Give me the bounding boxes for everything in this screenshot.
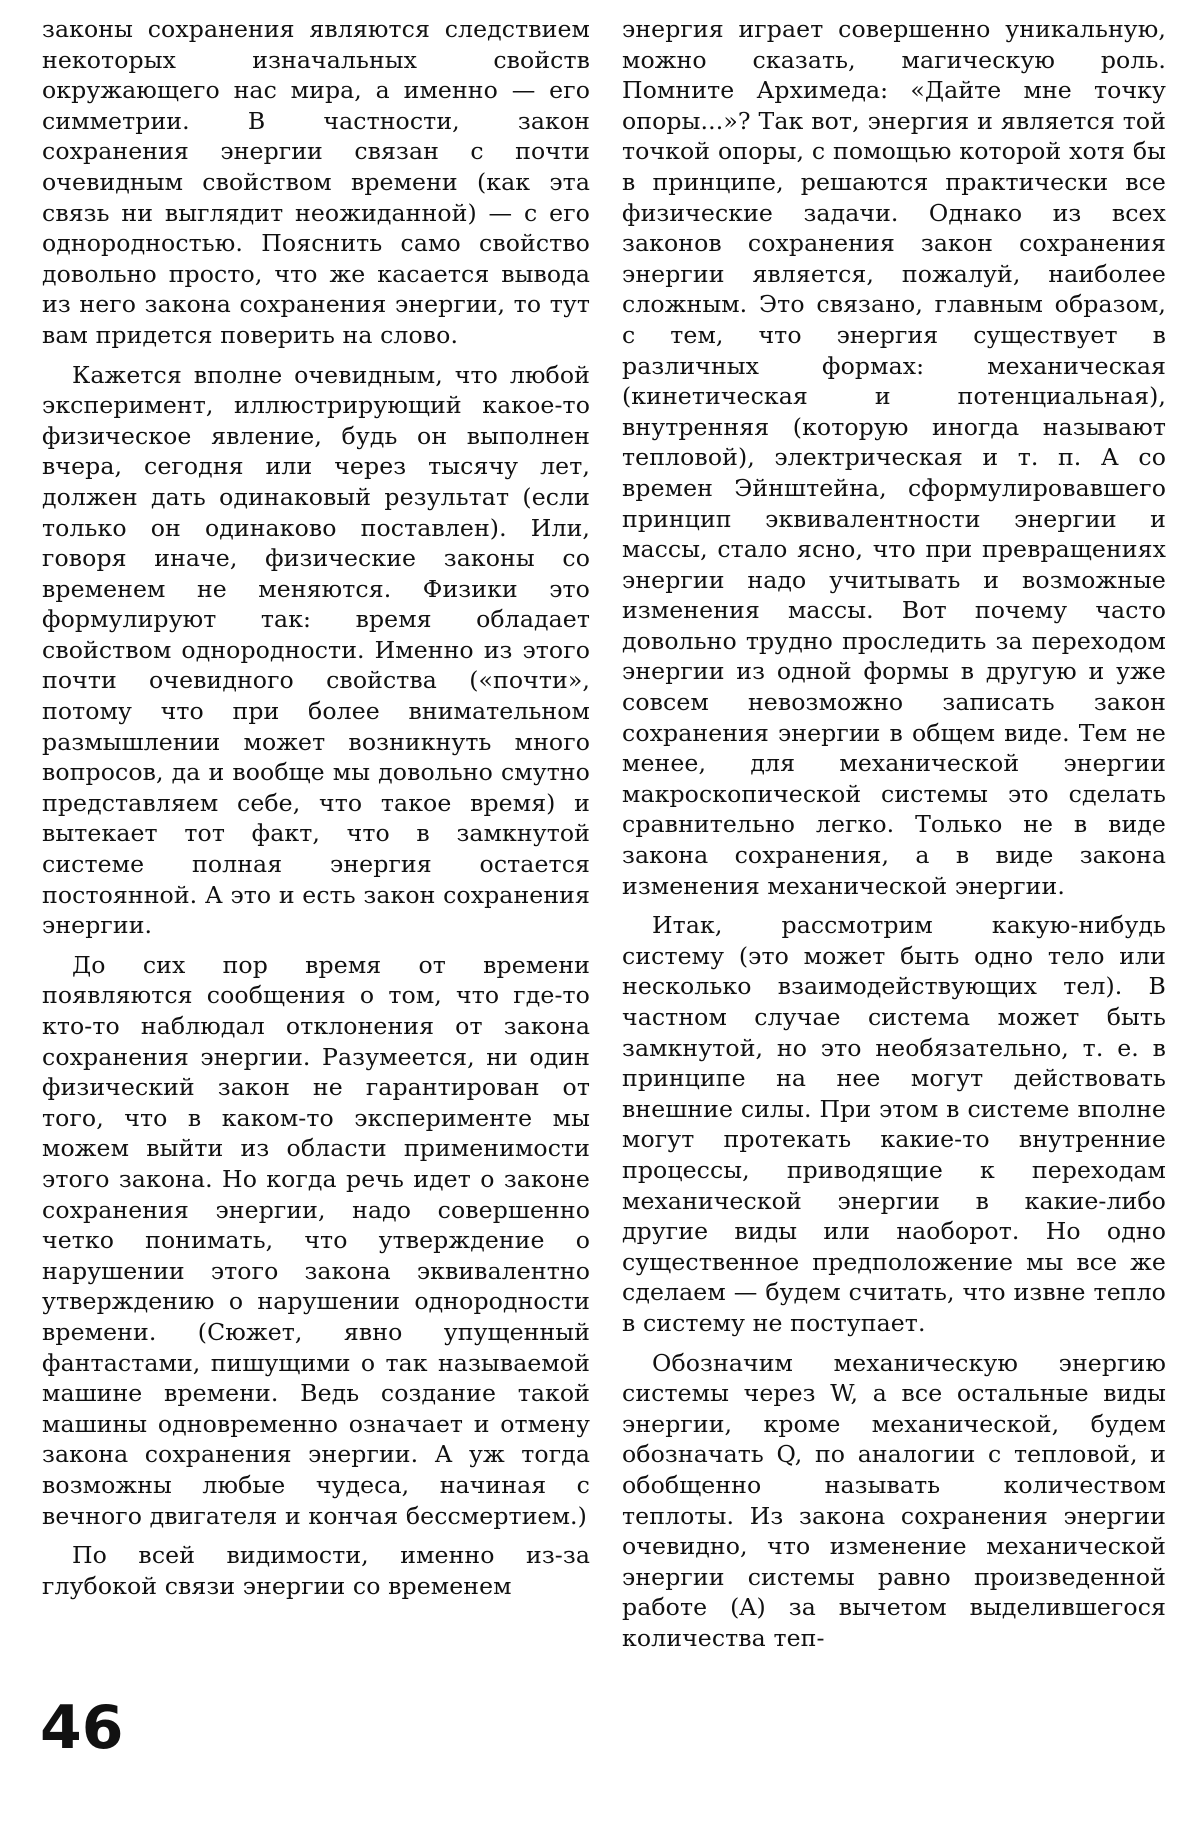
paragraph: законы сохранения являются следствием некоторых изначальных свойств окружающего нас мира, а именно — его симметрии. В частности, закон сохранения энергии связан с почти очевидным свойством времени (как эта связь ни выглядит неожиданной) — с его однородностью. Пояснить само свойство довольно просто, что же касается вывода из него закона сохранения энергии, то тут вам придется поверить на слово. [42, 15, 590, 349]
paragraph: По всей видимости, именно из-за глубокой связи энергии со временем [42, 1541, 590, 1600]
paragraph: Кажется вполне очевидным, что любой эксперимент, иллюстрирующий какое-то физическое явление, будь он выполнен вчера, сегодня или через тысячу лет, должен дать одинаковый результат (если только он одинаково поставлен). Или, говоря иначе, физические законы со временем не меняются. Физики это формулируют так: время обладает свойством однородности. Именно из этого почти очевидного свойства («почти», потому что при более внимательном размышлении может возникнуть много вопросов, да и вообще мы довольно смутно представляем себе, что такое время) и вытекает тот факт, что в замкнутой системе полная энергия остается постоянной. А это и есть закон сохранения энергии. [42, 360, 590, 940]
page-number: 46 [40, 1693, 124, 1763]
left-column [42, 14, 590, 1610]
paragraph: Обозначим механическую энергию системы через W, а все остальные виды энергии, кроме механической, будем обозначать Q, по аналогии с тепловой, и обобщенно называть количеством теплоты. Из закона сохранения энергии очевидно, что изменение механической энергии системы равно произведенной работе (A) за вычетом выделившегося количества теп- [622, 1348, 1166, 1652]
paragraph: До сих пор время от времени появляются сообщения о том, что где-то кто-то наблюдал отклонения от закона сохранения энергии. Разумеется, ни один физический закон не гарантирован от того, что в каком-то эксперименте мы можем выйти из области применимости этого закона. Но когда речь идет о законе сохранения энергии, надо совершенно четко понимать, что утверждение о нарушении этого закона эквивалентно утверждению о нарушении однородности времени. (Сюжет, явно упущенный фантастами, пишущими о так называемой машине времени. Ведь создание такой машины одновременно означает и отмену закона сохранения энергии. А уж тогда возможны любые чудеса, начиная с вечного двигателя и кончая бессмертием.) [42, 950, 590, 1530]
paragraph: Итак, рассмотрим какую-нибудь систему (это может быть одно тело или несколько взаимодействующих тел). В частном случае система может быть замкнутой, но это необязательно, т. е. в принципе на нее могут действовать внешние силы. При этом в системе вполне могут протекать какие-то внутренние процессы, приводящие к переходам механической энергии в какие-либо другие виды или наоборот. Но одно существенное предположение мы все же сделаем — будем считать, что извне тепло в систему не поступает. [622, 911, 1166, 1337]
right-column [622, 14, 1166, 1662]
paragraph: энергия играет совершенно уникальную, можно сказать, магическую роль. Помните Архимеда: «Дайте мне точку опоры...»? Так вот, энергия и является той точкой опоры, с помощью которой хотя бы в принципе, решаются практически все физические задачи. Однако из всех законов сохранения закон сохранения энергии является, пожалуй, наиболее сложным. Это связано, главным образом, с тем, что энергия существует в различных формах: механическая (кинетическая и потенциальная), внутренняя (которую иногда называют тепловой), электрическая и т. п. А со времен Эйнштейна, сформулировавшего принцип эквивалентности энергии и массы, стало ясно, что при превращениях энергии надо учитывать и возможные изменения массы. Вот почему часто довольно трудно проследить за переходом энергии из одной формы в другую и уже совсем невозможно записать закон сохранения энергии в общем виде. Тем не менее, для механической энергии макроскопической системы это сделать сравнительно легко. Только не в виде закона сохранения, а в виде закона изменения механической энергии. [622, 15, 1166, 900]
